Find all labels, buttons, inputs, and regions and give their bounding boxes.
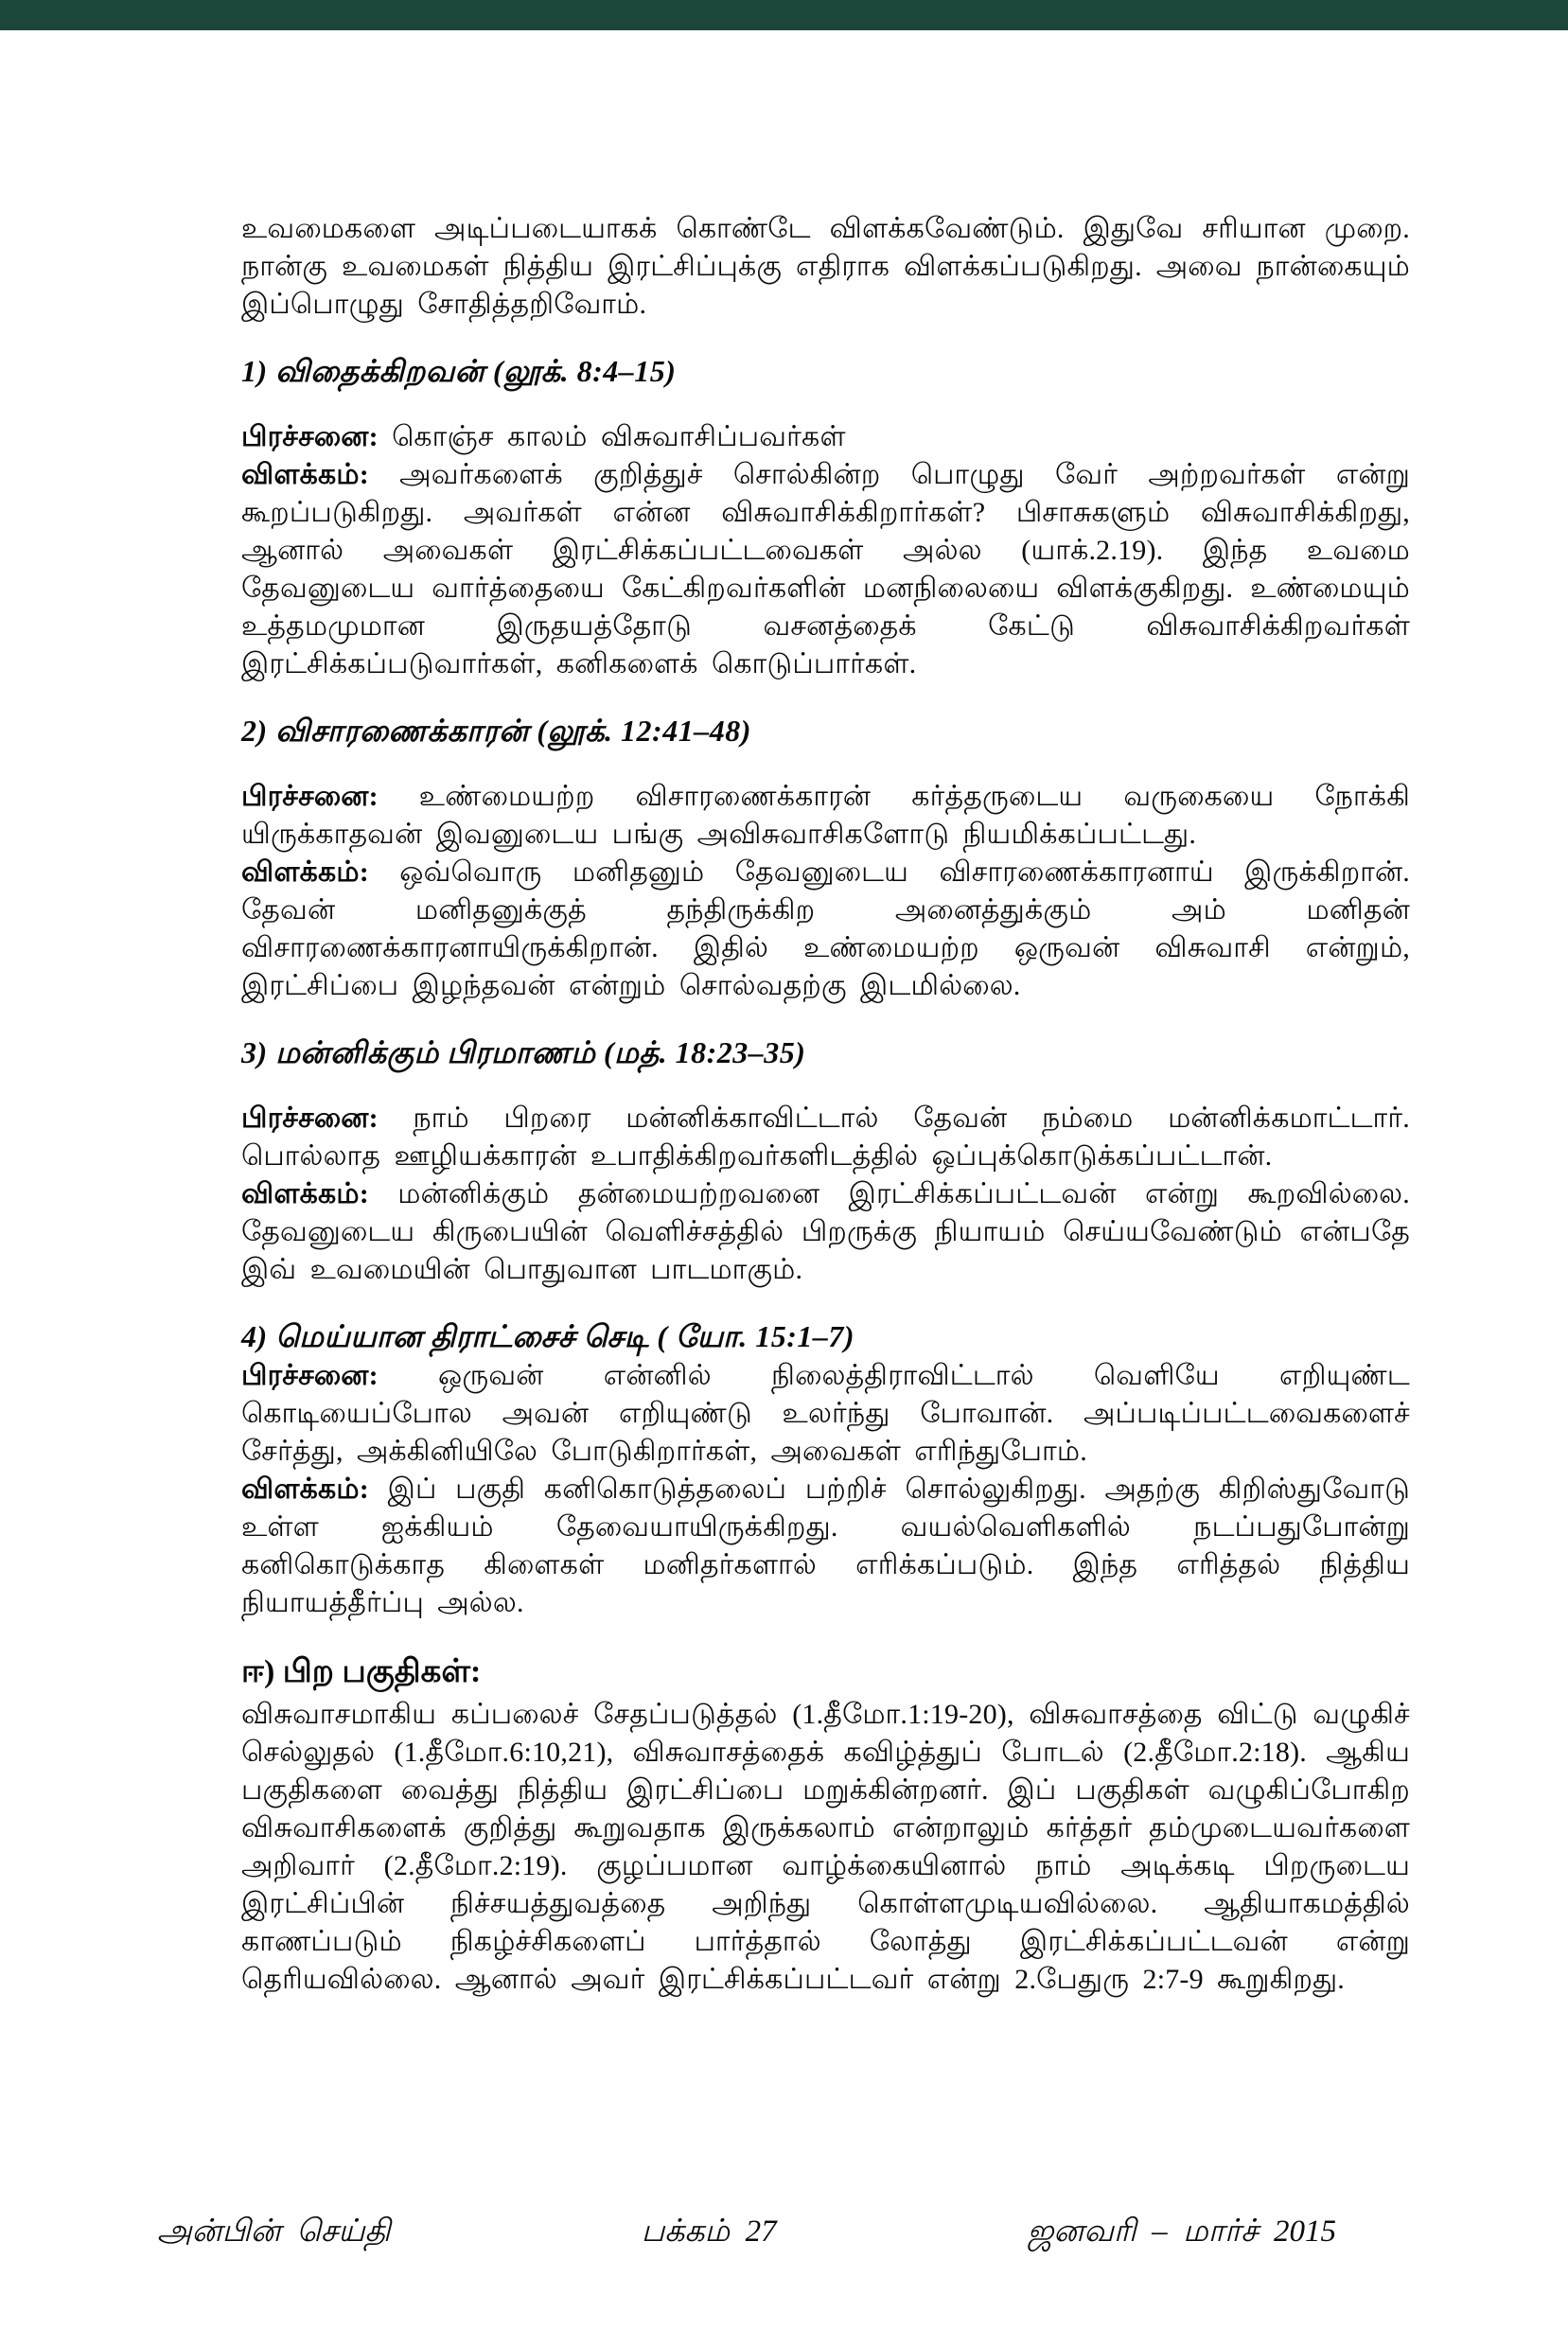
footer-magazine-title: அன்பின் செய்தி [157,2215,391,2249]
page-content [241,210,1410,1999]
section-2-explanation [241,854,1410,1005]
problem-label: பிரச்சனை: [241,781,379,812]
section-1-explanation [241,456,1410,683]
explanation-text: ஒவ்வொரு மனிதனும் தேவனுடைய விசாரணைக்காரனாய் இருக்கிறான். தேவன் மனிதனுக்குத் தந்திருக்கிற அனைத்துக்கும் அம் மனிதன் விசாரணைக்காரனாயிருக்கிறான். இதில் உண்மையற்ற ஒருவன் விசுவாசி என்றும், இரட்சிப்பை இழந்தவன் என்றும் சொல்வதற்கு இடமில்லை. [241,856,1410,1001]
explanation-label: விளக்கம்: [241,1178,369,1209]
section-3-heading: 3) மன்னிக்கும் பிரமாணம் (மத். 18:23–35) [241,1035,806,1069]
other-passages-heading: ஈ) பிற பகுதிகள்: [241,1654,482,1689]
intro-paragraph: உவமைகளை அடிப்படையாகக் கொண்டே விளக்கவேண்டும். இதுவே சரியான முறை. நான்கு உவமைகள் நித்திய இரட்சிப்புக்கு எதிராக விளக்கப்படுகிறது. அவை நான்கையும் இப்பொழுது சோதித்தறிவோம். [241,213,1410,320]
page-footer [157,2213,1336,2250]
section-2-problem [241,778,1410,854]
footer-issue-date: ஜனவரி – மார்ச் 2015 [1027,2215,1336,2249]
section-3-explanation [241,1175,1410,1289]
footer-page-number: பக்கம் 27 [641,2215,777,2249]
other-passages-body: விசுவாசமாகிய கப்பலைச் சேதப்படுத்தல் (1.தீமோ.1:19-20), விசுவாசத்தை விட்டு வழுகிச் செல்லுதல் (1.தீமோ.6:10,21), விசுவாசத்தைக் கவிழ்த்துப் போடல் (2.தீமோ.2:18). ஆகிய பகுதிகளை வைத்து நித்திய இரட்சிப்பை மறுக்கின்றனர். இப் பகுதிகள் வழுகிப்போகிற விசுவாசிகளைக் குறித்து கூறுவதாக இருக்கலாம் என்றாலும் கர்த்தர் தம்முடையவர்களை அறிவார் (2.தீமோ.2:19). குழப்பமான வாழ்க்கையினால் நாம் அடிக்கடி பிறருடைய இரட்சிப்பின் நிச்சயத்துவத்தை அறிந்து கொள்ளமுடியவில்லை. ஆதியாகமத்தில் காணப்படும் நிகழ்ச்சிகளைப் பார்த்தால் லோத்து இரட்சிக்கப்பட்டவன் என்று தெரியவில்லை. ஆனால் அவர் இரட்சிக்கப்பட்டவர் என்று 2.பேதுரு 2:7-9 கூறுகிறது. [241,1699,1410,1995]
problem-text: உண்மையற்ற விசாரணைக்காரன் கர்த்தருடைய வருகையை நோக்கி யிருக்காதவன் இவனுடைய பங்கு அவிசுவாசிகளோடு நியமிக்கப்பட்டது. [241,781,1410,850]
problem-label: பிரச்சனை: [241,1103,379,1134]
explanation-label: விளக்கம்: [241,856,369,888]
top-border-bar [0,0,1568,30]
explanation-label: விளக்கம்: [241,459,369,490]
section-4-explanation [241,1471,1410,1622]
section-1-problem [241,418,1410,456]
section-4-problem [241,1357,1410,1471]
problem-label: பிரச்சனை: [241,421,379,452]
explanation-text: மன்னிக்கும் தன்மையற்றவனை இரட்சிக்கப்பட்டவன் என்று கூறவில்லை. தேவனுடைய கிருபையின் வெளிச்சத்தில் பிறருக்கு நியாயம் செய்யவேண்டும் என்பதே இவ் உவமையின் பொதுவான பாடமாகும். [241,1178,1410,1285]
section-3-problem [241,1100,1410,1175]
section-1-heading: 1) விதைக்கிறவன் (லூக். 8:4–15) [241,354,677,388]
explanation-text: அவர்களைக் குறித்துச் சொல்கின்ற பொழுது வேர் அற்றவர்கள் என்று கூறப்படுகிறது. அவர்கள் என்ன விசுவாசிக்கிறார்கள்? பிசாசுகளும் விசுவாசிக்கிறது, ஆனால் அவைகள் இரட்சிக்கப்பட்டவைகள் அல்ல (யாக்.2.19). இந்த உவமை தேவனுடைய வார்த்தையை கேட்கிறவர்களின் மனநிலையை விளக்குகிறது. உண்மையும் உத்தமமுமான இருதயத்தோடு வசனத்தைக் கேட்டு விசுவாசிக்கிறவர்கள் இரட்சிக்கப்படுவார்கள், கனிகளைக் கொடுப்பார்கள். [241,459,1410,679]
problem-text: ஒருவன் என்னில் நிலைத்திராவிட்டால் வெளியே எறியுண்ட கொடியைப்போல அவன் எறியுண்டு உலர்ந்து போவான். அப்படிப்பட்டவைகளைச் சேர்த்து, அக்கினியிலே போடுகிறார்கள், அவைகள் எரிந்துபோம். [241,1360,1410,1467]
explanation-label: விளக்கம்: [241,1473,369,1505]
explanation-text: இப் பகுதி கனிகொடுத்தலைப் பற்றிச் சொல்லுகிறது. அதற்கு கிறிஸ்துவோடு உள்ள ஐக்கியம் தேவையாயிருக்கிறது. வயல்வெளிகளில் நடப்பதுபோன்று கனிகொடுக்காத கிளைகள் மனிதர்களால் எரிக்கப்படும். இந்த எரித்தல் நித்திய நியாயத்தீர்ப்பு அல்ல. [241,1473,1411,1618]
section-4-heading: 4) மெய்யான திராட்சைச் செடி ( யோ. 15:1–7) [241,1319,855,1353]
problem-text: நாம் பிறரை மன்னிக்காவிட்டால் தேவன் நம்மை மன்னிக்கமாட்டார். பொல்லாத ஊழியக்காரன் உபாதிக்கிறவர்களிடத்தில் ஒப்புக்கொடுக்கப்பட்டான். [241,1103,1411,1172]
problem-text: கொஞ்ச காலம் விசுவாசிப்பவர்கள் [392,421,846,452]
problem-label: பிரச்சனை: [241,1360,379,1391]
section-2-heading: 2) விசாரணைக்காரன் (லூக். 12:41–48) [241,714,751,748]
